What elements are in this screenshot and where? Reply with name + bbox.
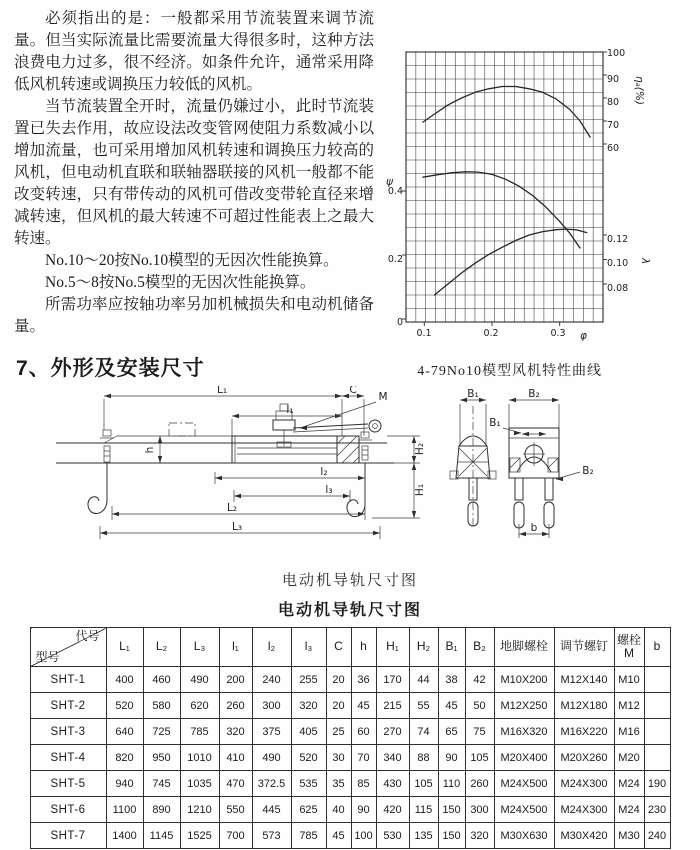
- dim-arrow: [514, 431, 521, 435]
- column-header: l₂: [252, 628, 291, 667]
- dim-arrow: [343, 494, 350, 498]
- model-cell: SHT-1: [30, 667, 106, 693]
- value-cell: 1100: [106, 797, 143, 823]
- value-cell: 170: [376, 667, 409, 693]
- value-cell: [644, 719, 670, 745]
- dim-label-L3: L₃: [231, 521, 243, 533]
- value-cell: 150: [438, 823, 465, 849]
- section-heading-row: [0, 352, 700, 382]
- dim-label-L2: L₂: [226, 502, 238, 514]
- dim-arrow: [412, 463, 416, 470]
- column-header: L₁: [106, 628, 143, 667]
- value-cell: [644, 693, 670, 719]
- value-cell: 490: [180, 667, 219, 693]
- dim-arrow: [100, 531, 107, 535]
- end-view-outline: [450, 404, 559, 538]
- dim-label-H2: H₂: [414, 442, 426, 456]
- value-cell: 625: [291, 797, 326, 823]
- dim-arrow: [373, 531, 380, 535]
- value-cell: 240: [644, 823, 670, 849]
- dim-label-C: C: [349, 386, 357, 396]
- column-header: 螺栓M: [614, 628, 644, 667]
- phi-tick: 0.1: [416, 328, 432, 339]
- paragraph: No.10～20按No.10模型的无因次性能换算。: [45, 252, 339, 269]
- body-text-column: [0, 0, 378, 350]
- corner-label-model: 型号: [35, 649, 60, 664]
- value-cell: M12X140: [554, 667, 614, 693]
- value-cell: 430: [376, 771, 409, 797]
- value-cell: 105: [409, 771, 438, 797]
- value-cell: [644, 667, 670, 693]
- psi-tick: 0.4: [387, 186, 403, 197]
- chart-caption: 4-79No10模型风机特性曲线: [417, 364, 602, 379]
- value-cell: M12X250: [494, 693, 554, 719]
- value-cell: M30X630: [494, 823, 554, 849]
- value-cell: 320: [291, 693, 326, 719]
- value-cell: 90: [351, 797, 376, 823]
- dim-label-B1: B₁: [489, 417, 501, 429]
- value-cell: 44: [409, 667, 438, 693]
- value-cell: 520: [291, 745, 326, 771]
- column-header: H₂: [409, 628, 438, 667]
- paragraph: No.5～8按No.5模型的无因次性能换算。: [45, 274, 316, 291]
- value-cell: 300: [252, 693, 291, 719]
- eta-tick: 60: [607, 143, 620, 154]
- dim-arrow: [158, 436, 162, 443]
- corner-label-code: 代号: [75, 629, 100, 643]
- dim-arrow: [232, 414, 239, 418]
- value-cell: 50: [465, 693, 494, 719]
- table-header: [30, 628, 670, 667]
- value-cell: 40: [326, 797, 351, 823]
- value-cell: M24: [614, 797, 644, 823]
- model-cell: SHT-2: [30, 693, 106, 719]
- fan-performance-chart: [378, 44, 696, 350]
- value-cell: M30: [614, 823, 644, 849]
- value-cell: 30: [326, 745, 351, 771]
- model-cell: SHT-4: [30, 745, 106, 771]
- value-cell: 490: [252, 745, 291, 771]
- value-cell: 530: [376, 823, 409, 849]
- value-cell: M24X300: [554, 797, 614, 823]
- chart-grid: [406, 52, 603, 322]
- eta-axis-symbol: ηₐ(%): [633, 76, 645, 105]
- dim-arrow: [112, 512, 119, 516]
- dim-label-l1: l₁: [286, 404, 294, 416]
- eta-tick: 70: [607, 120, 620, 131]
- value-cell: 1210: [180, 797, 219, 823]
- value-cell: 620: [180, 693, 219, 719]
- column-header: H₁: [376, 628, 409, 667]
- value-cell: M30X420: [554, 823, 614, 849]
- table-row: [30, 771, 670, 797]
- corner-cell: [30, 628, 106, 667]
- table-title: 电动机导轨尺寸图: [277, 602, 422, 619]
- value-cell: 820: [106, 745, 143, 771]
- column-header: b: [644, 628, 670, 667]
- dim-arrow: [357, 394, 364, 398]
- chart-curves: [423, 87, 590, 296]
- lambda-tick: 0.10: [607, 258, 629, 269]
- phi-tick: 0.3: [550, 328, 566, 339]
- value-cell: 90: [438, 745, 465, 771]
- dim-arrow: [342, 394, 349, 398]
- value-cell: M12X180: [554, 693, 614, 719]
- value-cell: 200: [219, 667, 252, 693]
- value-cell: 785: [180, 719, 219, 745]
- value-cell: 940: [106, 771, 143, 797]
- value-cell: 60: [351, 719, 376, 745]
- table-row: [30, 745, 670, 771]
- value-cell: 725: [143, 719, 180, 745]
- value-cell: 38: [438, 667, 465, 693]
- value-cell: 320: [465, 823, 494, 849]
- value-cell: 550: [219, 797, 252, 823]
- side-view-outline: [56, 399, 420, 539]
- value-cell: M10: [614, 667, 644, 693]
- dim-arrow: [522, 432, 529, 436]
- value-cell: 445: [252, 797, 291, 823]
- value-cell: 372.5: [252, 771, 291, 797]
- dim-arrow: [158, 456, 162, 463]
- table-header-row: [30, 628, 670, 667]
- dim-arrow: [509, 398, 516, 402]
- column-header: l₃: [291, 628, 326, 667]
- lambda-axis-symbol: λ: [639, 258, 651, 265]
- value-cell: 470: [219, 771, 252, 797]
- curve-pressure-coefficient-psi: [423, 172, 580, 248]
- eta-tick: 90: [607, 74, 620, 85]
- value-cell: 45: [351, 693, 376, 719]
- motor-rail-dimension-table: [30, 627, 671, 849]
- value-cell: 260: [465, 771, 494, 797]
- figure-block: [42, 386, 700, 563]
- value-cell: 420: [376, 797, 409, 823]
- dim-arrow: [215, 476, 222, 480]
- value-cell: 65: [438, 719, 465, 745]
- left-axis-symbol: ψ: [386, 176, 393, 188]
- value-cell: M24X500: [494, 797, 554, 823]
- dim-arrow: [542, 532, 549, 536]
- dim-label-l3: l₃: [325, 484, 333, 496]
- value-cell: 42: [465, 667, 494, 693]
- value-cell: 520: [106, 693, 143, 719]
- table-row: [30, 667, 670, 693]
- value-cell: 35: [326, 771, 351, 797]
- value-cell: 20: [326, 667, 351, 693]
- paragraph: 必须指出的是：一般都采用节流装置来调节流量。但当实际流量比需要流量大得很多时，这种方法浪费电力过多，很不经济。如条件允许，通常采用降低风机转速或调换压力较低的风机。: [14, 10, 374, 93]
- value-cell: M16: [614, 719, 644, 745]
- value-cell: 950: [143, 745, 180, 771]
- model-cell: SHT-7: [30, 823, 106, 849]
- figure-caption: 电动机导轨尺寸图: [281, 573, 418, 589]
- value-cell: 460: [143, 667, 180, 693]
- value-cell: 890: [143, 797, 180, 823]
- curve-efficiency-eta: [423, 87, 590, 138]
- psi-tick: 0: [396, 317, 403, 328]
- value-cell: 45: [438, 693, 465, 719]
- value-cell: M24: [614, 771, 644, 797]
- column-header: L₂: [143, 628, 180, 667]
- value-cell: 110: [438, 771, 465, 797]
- model-cell: SHT-6: [30, 797, 106, 823]
- value-cell: 25: [326, 719, 351, 745]
- column-header: B₂: [465, 628, 494, 667]
- model-cell: SHT-5: [30, 771, 106, 797]
- value-cell: 410: [219, 745, 252, 771]
- column-header: l₁: [219, 628, 252, 667]
- value-cell: 745: [143, 771, 180, 797]
- value-cell: 55: [409, 693, 438, 719]
- dim-arrow: [358, 512, 365, 516]
- value-cell: 400: [106, 667, 143, 693]
- column-header: L₃: [180, 628, 219, 667]
- section-title: 7、外形及安装尺寸: [16, 357, 205, 380]
- value-cell: 1525: [180, 823, 219, 849]
- dim-arrow: [479, 398, 486, 402]
- value-cell: 115: [409, 797, 438, 823]
- value-cell: 640: [106, 719, 143, 745]
- table-row: [30, 797, 670, 823]
- value-cell: M10X200: [494, 667, 554, 693]
- dim-arrow: [234, 494, 241, 498]
- value-cell: 36: [351, 667, 376, 693]
- dim-arrow: [412, 436, 416, 443]
- value-cell: 535: [291, 771, 326, 797]
- column-header: 地脚螺栓: [494, 628, 554, 667]
- value-cell: M16X220: [554, 719, 614, 745]
- value-cell: 75: [465, 719, 494, 745]
- table-row: [30, 823, 670, 849]
- lambda-tick: 0.08: [607, 283, 629, 294]
- dim-arrow: [539, 432, 546, 436]
- dim-arrow: [335, 394, 342, 398]
- dimension-table-body: [30, 667, 670, 849]
- value-cell: M16X320: [494, 719, 554, 745]
- value-cell: 215: [376, 693, 409, 719]
- chart-column: [378, 0, 700, 350]
- dim-label-l2: l₂: [320, 466, 328, 478]
- dim-label-B2: B₂: [582, 465, 594, 477]
- value-cell: 1035: [180, 771, 219, 797]
- value-cell: 1010: [180, 745, 219, 771]
- eta-tick: 80: [607, 97, 620, 108]
- value-cell: 85: [351, 771, 376, 797]
- value-cell: 190: [644, 771, 670, 797]
- value-cell: 150: [438, 797, 465, 823]
- value-cell: 20: [326, 693, 351, 719]
- paragraph: 所需功率应按轴功率另加机械损失和电动机储备量。: [14, 296, 374, 335]
- paragraph: 当节流装置全开时，流量仍嫌过小，此时节流装置已失去作用，故应设法改变管网使阻力系数减小以增加流量，也可采用增加风机转速和调换压力较高的风机，但电动机直联和联轴器联接的风机一般都不能改变转速，只有带传动的风机可借改变带轮直径来增减转速，但风机的最大转速不可超过性能表上之最大转速。: [14, 98, 374, 247]
- dim-label-H1: H₁: [414, 483, 426, 497]
- value-cell: 320: [219, 719, 252, 745]
- value-cell: M24X500: [494, 771, 554, 797]
- motor-rail-installation-drawing: [42, 386, 642, 558]
- value-cell: 375: [252, 719, 291, 745]
- dim-label-B1: B₁: [467, 388, 479, 400]
- value-cell: M12: [614, 693, 644, 719]
- dim-label-M: M: [378, 391, 388, 403]
- column-header: h: [351, 628, 376, 667]
- value-cell: 255: [291, 667, 326, 693]
- value-cell: 240: [252, 667, 291, 693]
- model-cell: SHT-3: [30, 719, 106, 745]
- value-cell: 74: [409, 719, 438, 745]
- dim-arrow: [104, 394, 111, 398]
- dim-label-b: b: [530, 522, 538, 534]
- dim-label-h: h: [144, 446, 156, 454]
- dim-arrow: [412, 511, 416, 518]
- value-cell: 300: [465, 797, 494, 823]
- table-row: [30, 719, 670, 745]
- value-cell: 1400: [106, 823, 143, 849]
- value-cell: 135: [409, 823, 438, 849]
- value-cell: 105: [465, 745, 494, 771]
- lambda-tick: 0.12: [607, 234, 629, 245]
- phi-tick: 0.2: [483, 328, 499, 339]
- x-axis-symbol: φ: [580, 330, 587, 342]
- value-cell: 785: [291, 823, 326, 849]
- column-header: C: [326, 628, 351, 667]
- dim-arrow: [552, 398, 559, 402]
- eta-tick: 100: [607, 48, 626, 59]
- value-cell: [644, 745, 670, 771]
- value-cell: 70: [351, 745, 376, 771]
- value-cell: 45: [326, 823, 351, 849]
- value-cell: M20X260: [554, 745, 614, 771]
- table-row: [30, 693, 670, 719]
- top-section: [0, 0, 700, 350]
- dim-label-B2: B₂: [528, 388, 540, 400]
- dim-arrow: [519, 532, 526, 536]
- value-cell: 270: [376, 719, 409, 745]
- dim-label-L1: L₁: [216, 386, 228, 396]
- value-cell: 573: [252, 823, 291, 849]
- value-cell: 100: [351, 823, 376, 849]
- value-cell: M20X400: [494, 745, 554, 771]
- value-cell: 1145: [143, 823, 180, 849]
- dim-arrow: [412, 456, 416, 463]
- column-header: 调节螺钉: [554, 628, 614, 667]
- value-cell: 88: [409, 745, 438, 771]
- value-cell: 260: [219, 693, 252, 719]
- value-cell: 230: [644, 797, 670, 823]
- dim-arrow: [358, 476, 365, 480]
- psi-tick: 0.2: [387, 254, 403, 265]
- dim-arrow: [460, 398, 467, 402]
- value-cell: 580: [143, 693, 180, 719]
- value-cell: 700: [219, 823, 252, 849]
- value-cell: 340: [376, 745, 409, 771]
- value-cell: 405: [291, 719, 326, 745]
- curve-power-coefficient-lambda: [434, 229, 586, 295]
- value-cell: M20: [614, 745, 644, 771]
- column-header: B₁: [438, 628, 465, 667]
- value-cell: M24X300: [554, 771, 614, 797]
